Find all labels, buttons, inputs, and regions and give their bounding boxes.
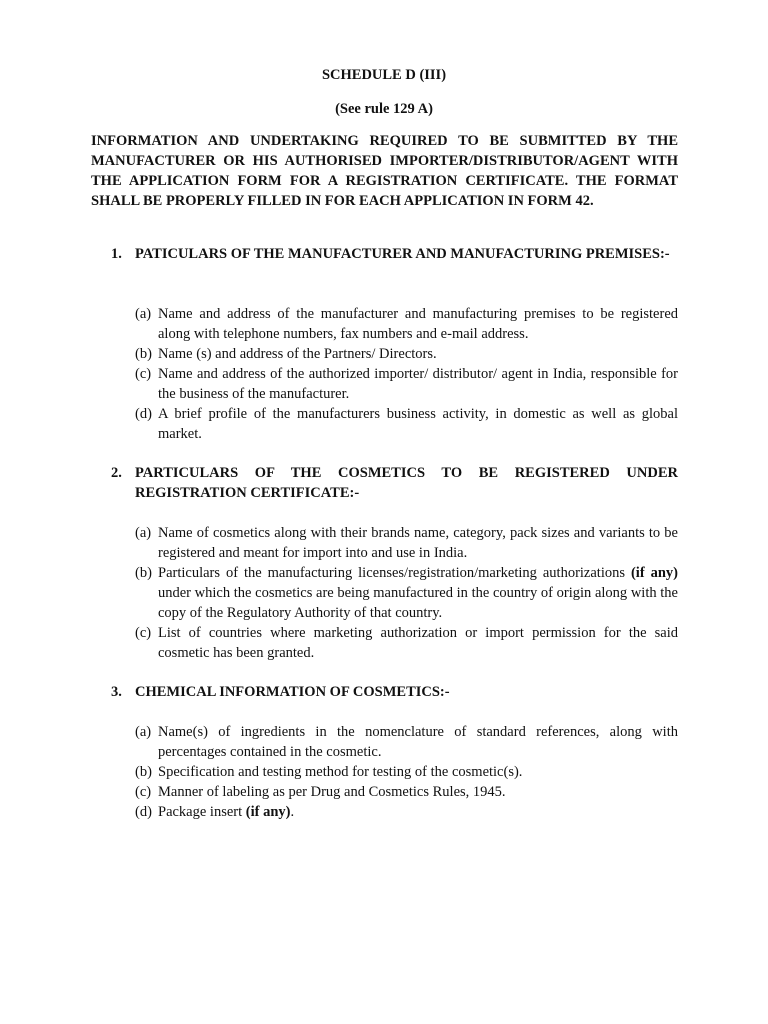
item-text-part: Particulars of the manufacturing licenses/registration/marketing authorizations xyxy=(158,565,626,581)
section-heading-text: PARTICULARS OF THE COSMETICS TO BE REGISTERED UNDER REGISTRATION CERTIFICATE:- xyxy=(135,465,678,501)
section-number: 2. xyxy=(111,465,122,481)
section-item-list xyxy=(135,722,678,822)
item-marker: (c) xyxy=(135,366,152,382)
section-heading xyxy=(111,463,678,503)
item-text xyxy=(158,802,678,822)
section-number: 3. xyxy=(111,684,122,700)
item-text: Specification and testing method for testing of the cosmetic(s). xyxy=(158,764,523,780)
item-text: Name and address of the manufacturer and manufacturing premises to be registered along with telephone numbers, fax numbers and e-mail address. xyxy=(158,306,678,342)
section-item-list xyxy=(135,523,678,663)
item-marker: (c) xyxy=(135,625,152,641)
list-item xyxy=(135,782,678,802)
item-marker: (b) xyxy=(135,764,152,780)
section-heading-text: CHEMICAL INFORMATION OF COSMETICS:- xyxy=(135,684,450,700)
item-marker: (a) xyxy=(135,724,152,740)
list-item xyxy=(135,623,678,663)
document-subtitle: (See rule 129 A) xyxy=(335,101,433,117)
item-marker: (c) xyxy=(135,784,152,800)
list-item xyxy=(135,304,678,344)
section-heading xyxy=(111,244,678,264)
list-item xyxy=(135,762,678,782)
document-title: SCHEDULE D (III) xyxy=(321,67,447,83)
intro-paragraph: INFORMATION AND UNDERTAKING REQUIRED TO BE SUBMITTED BY THE MANUFACTURER OR HIS AUTHORISED IMPORTER/DISTRIBUTOR/AGENT WITH THE APPLICATION FORM FOR A REGISTRATION CERTIFICATE. THE FORMAT SHALL BE PROPERLY FILLED IN FOR EACH APPLICATION IN FORM 42. xyxy=(91,133,678,209)
item-text: A brief profile of the manufacturers business activity, in domestic as well as global market. xyxy=(158,406,678,442)
item-text: List of countries where marketing authorization or import permission for the said cosmetic has been granted. xyxy=(158,625,678,661)
item-marker: (a) xyxy=(135,306,152,322)
item-text: Name (s) and address of the Partners/ Directors. xyxy=(158,346,437,362)
list-item xyxy=(135,802,678,822)
section-heading xyxy=(111,682,678,702)
list-item xyxy=(135,722,678,762)
list-item xyxy=(135,344,678,364)
item-text-part: Package insert xyxy=(158,804,243,820)
item-marker: (d) xyxy=(135,406,152,422)
item-text xyxy=(158,563,678,623)
item-text: Name of cosmetics along with their brands name, category, pack sizes and variants to be registered and meant for import into and use in India. xyxy=(158,525,678,561)
list-item xyxy=(135,563,678,623)
item-text-part: . xyxy=(290,804,295,820)
item-text: Name(s) of ingredients in the nomenclature of standard references, along with percentages contained in the cosmetic. xyxy=(158,724,678,760)
item-marker: (b) xyxy=(135,346,152,362)
item-marker: (a) xyxy=(135,525,152,541)
section-heading-text: PATICULARS OF THE MANUFACTURER AND MANUFACTURING PREMISES:- xyxy=(135,246,670,262)
item-text: Manner of labeling as per Drug and Cosmetics Rules, 1945. xyxy=(158,784,506,800)
list-item xyxy=(135,523,678,563)
list-item xyxy=(135,364,678,404)
item-text-part: under which the cosmetics are being manufactured in the country of origin along with the copy of the Regulatory Authority of that country. xyxy=(158,585,678,621)
item-text-emphasis: (if any) xyxy=(630,565,678,581)
item-marker: (b) xyxy=(135,565,152,581)
list-item xyxy=(135,404,678,444)
item-text-emphasis: (if any) xyxy=(245,804,291,820)
section-number: 1. xyxy=(111,246,122,262)
item-text: Name and address of the authorized importer/ distributor/ agent in India, responsible for the business of the manufacturer. xyxy=(158,366,678,402)
section-item-list xyxy=(135,304,678,444)
item-marker: (d) xyxy=(135,804,152,820)
